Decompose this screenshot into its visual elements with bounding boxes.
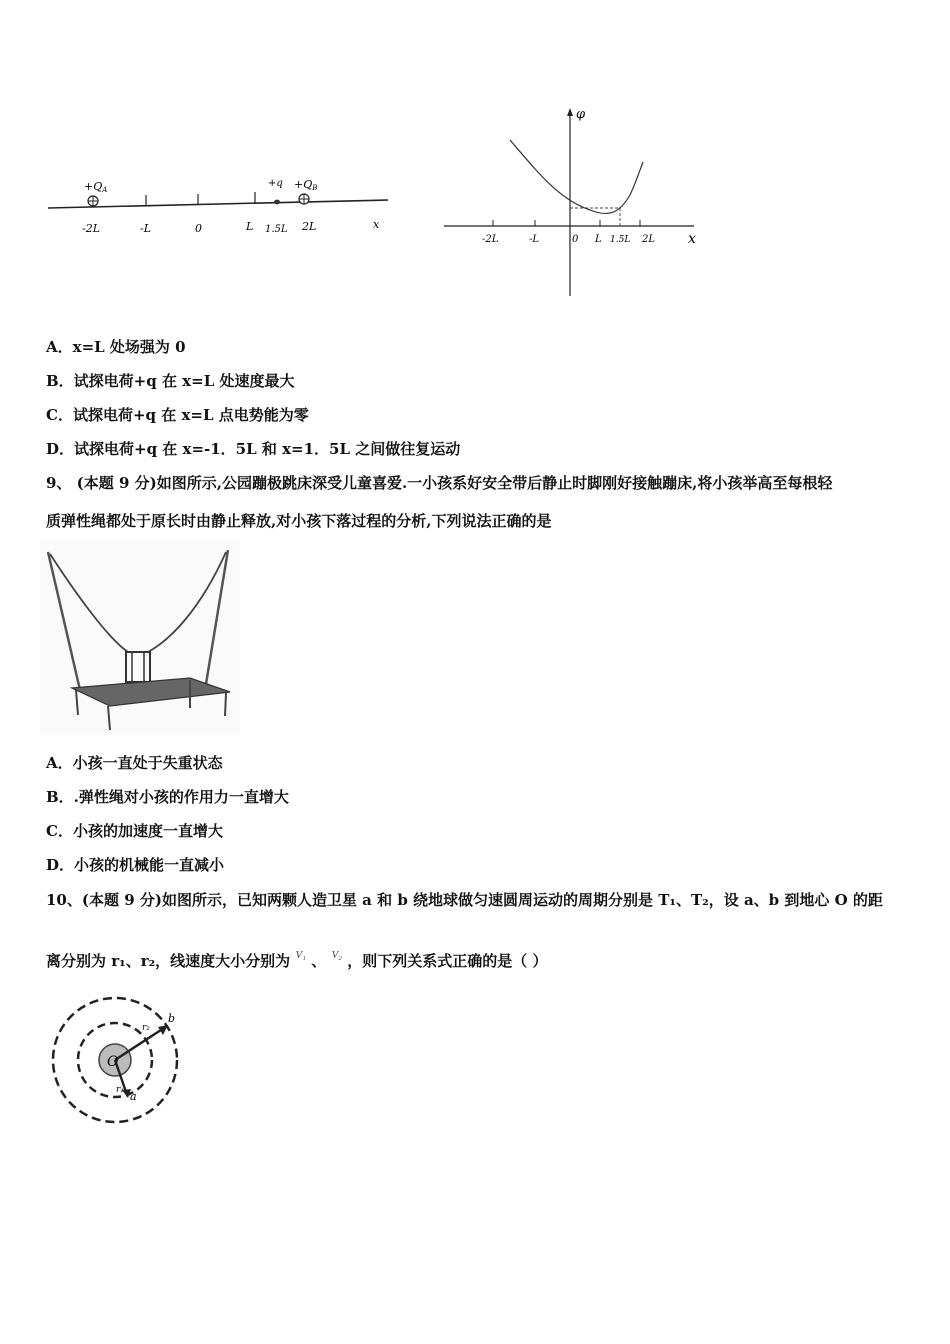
x-axis-line [48, 200, 388, 208]
q8-option-d: D．试探电荷+q 在 x=-1．5L 和 x=1．5L 之间做往复运动 [46, 440, 461, 458]
q9-option-b: B．.弹性绳对小孩的作用力一直增大 [46, 788, 289, 806]
q10-stem-line1: 10、(本题 9 分)如图所示，已知两颗人造卫星 a 和 b 绕地球做匀速圆周运动的周期分别是 T₁、T₂，设 a、b 到地心 O 的距 [46, 891, 883, 909]
tick-label: L [246, 220, 254, 233]
label-r2: r₂ [142, 1023, 150, 1033]
tick-label: 2L [302, 220, 317, 233]
trampoline-figure [40, 540, 240, 735]
tick-label: 0 [572, 234, 579, 245]
label-b: b [168, 1012, 176, 1025]
test-charge-dot [274, 200, 280, 205]
potential-curve [510, 140, 643, 214]
q8-option-c: C．试探电荷+q 在 x=L 点电势能为零 [46, 406, 309, 424]
tick-label: 1.5L [265, 224, 288, 235]
phi-label: φ [576, 107, 586, 122]
tick-label: 1.5L [610, 235, 631, 245]
tick-label: 0 [195, 222, 202, 235]
tick-label: -2L [482, 234, 499, 245]
tick-label: -L [529, 234, 540, 245]
tick-label: x [373, 218, 380, 231]
q9-option-d: D．小孩的机械能一直减小 [46, 856, 225, 874]
tick-label: -L [140, 222, 152, 235]
tick-label: L [595, 234, 602, 245]
tick-label: x [688, 231, 696, 247]
center-label: O [107, 1054, 119, 1070]
tick-label: -2L [82, 222, 101, 235]
label-qa: +QA [84, 180, 108, 194]
q10-stem-line2: 离分别为 r₁、r₂，线速度大小分别为 $^{V_1}$ 、 $^{V_2}$ ，则下列关系式正确的是（ ） [46, 949, 548, 970]
q9-stem-line2: 质弹性绳都处于原长时由静止释放,对小孩下落过程的分析,下列说法正确的是 [46, 512, 552, 530]
label-a: a [130, 1090, 137, 1103]
charge-axis-figure [40, 170, 400, 250]
q8-option-a: A．x=L 处场强为 0 [46, 338, 186, 356]
label-test-charge: +q [268, 178, 283, 189]
potential-graph-figure [440, 100, 710, 300]
v1-symbol: V₁ [295, 949, 306, 961]
tick-label: 2L [642, 234, 656, 245]
q8-option-b: B．试探电荷+q 在 x=L 处速度最大 [46, 372, 295, 390]
label-r1: r₁ [116, 1085, 124, 1095]
q9-option-c: C．小孩的加速度一直增大 [46, 822, 223, 840]
v2-symbol: V₂ [331, 949, 342, 961]
label-qb: +QB [294, 178, 318, 192]
q9-option-a: A．小孩一直处于失重状态 [46, 754, 223, 772]
orbit-figure [48, 990, 188, 1130]
q9-stem-line1: 9、 (本题 9 分)如图所示,公园蹦极跳床深受儿童喜爱.一小孩系好安全带后静止时脚刚好接触蹦床,将小孩举高至每根轻 [46, 474, 833, 492]
